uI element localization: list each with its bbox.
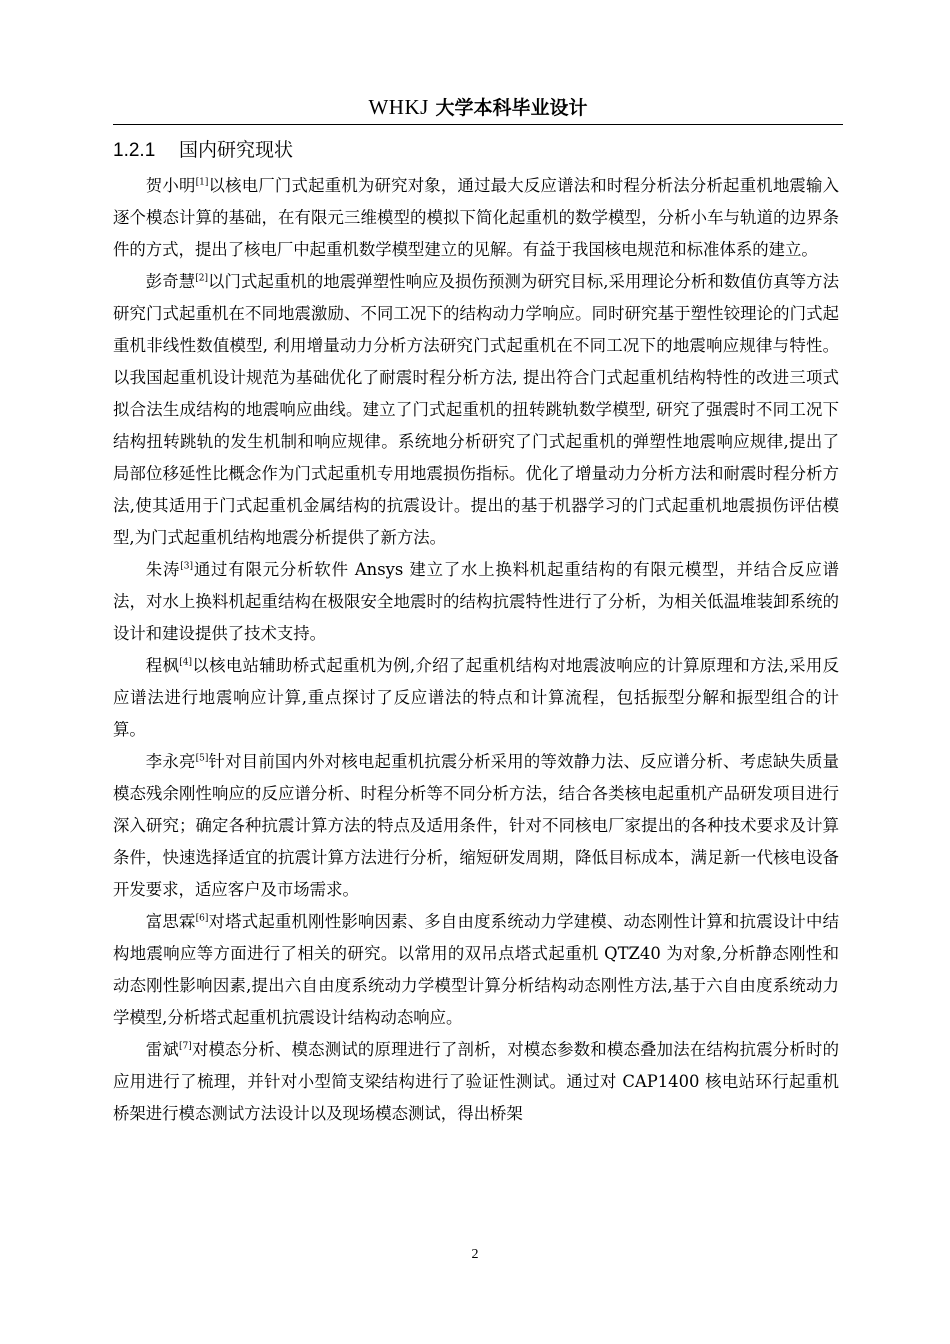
paragraph-author: 富思霖 xyxy=(145,912,196,931)
paragraph-text: 以核电站辅助桥式起重机为例,介绍了起重机结构对地震波响应的计算原理和方法,采用反应谱法进行地震响应计算,重点探讨了反应谱法的特点和计算流程，包括振型分解和振型组合的计算。 xyxy=(113,656,839,739)
citation-ref: [2] xyxy=(195,273,208,284)
section-heading xyxy=(113,136,293,164)
paragraph xyxy=(113,1034,839,1130)
citation-ref: [7] xyxy=(179,1041,192,1052)
citation-ref: [5] xyxy=(195,753,209,764)
section-title: 国内研究现状 xyxy=(179,139,294,161)
paragraph xyxy=(113,906,839,1034)
citation-ref: [3] xyxy=(180,561,193,572)
paragraph xyxy=(113,746,839,906)
section-number: 1.2.1 xyxy=(113,140,156,161)
page-header xyxy=(113,93,843,121)
body-text xyxy=(113,170,839,1130)
paragraph-author: 程枫 xyxy=(145,656,180,675)
paragraph-text: 以门式起重机的地震弹塑性响应及损伤预测为研究目标,采用理论分析和数值仿真等方法研究门式起重机在不同地震激励、不同工况下的结构动力学响应。同时研究基于塑性铰理论的门式起重机非线性数值模型, 利用增量动力分析方法研究门式起重机在不同工况下的地震响应规律与特性。以我国起重机设计规范为基础优化了耐震时程分析方法, 提出符合门式起重机结构特性的改进三项式拟合法生成结构的地震响应曲线。建立了门式起重机的扭转跳轨数学模型, 研究了强震时不同工况下结构扭转跳轨的发生机制和响应规律。系统地分析研究了门式起重机的弹塑性地震响应规律,提出了局部位移延性比概念作为门式起重机专用地震损伤指标。优化了增量动力分析方法和耐震时程分析方法,使其适用于门式起重机金属结构的抗震设计。提出的基于机器学习的门式起重机地震损伤评估模型,为门式起重机结构地震分析提供了新方法。 xyxy=(113,272,839,547)
paragraph-text: 针对目前国内外对核电起重机抗震分析采用的等效静力法、反应谱分析、考虑缺失质量模态残余刚性响应的反应谱分析、时程分析等不同分析方法，结合各类核电起重机产品研发项目进行深入研究；确定各种抗震计算方法的特点及适用条件，针对不同核电厂家提出的各种技术要求及计算条件，快速选择适宜的抗震计算方法进行分析，缩短研发周期，降低目标成本，满足新一代核电设备开发要求，适应客户及市场需求。 xyxy=(113,752,840,899)
paragraph-text: 通过有限元分析软件 Ansys 建立了水上换料机起重结构的有限元模型，并结合反应谱法，对水上换料机起重结构在极限安全地震时的结构抗震特性进行了分析，为相关低温堆装卸系统的设计和建设提供了技术支持。 xyxy=(113,560,840,643)
paragraph-author: 李永亮 xyxy=(145,752,196,771)
paragraph xyxy=(113,266,839,554)
header-rule xyxy=(113,124,843,125)
paragraph xyxy=(113,650,839,746)
paragraph-text: 对模态分析、模态测试的原理进行了剖析，对模态参数和模态叠加法在结构抗震分析时的应用进行了梳理，并针对小型简支梁结构进行了验证性测试。通过对 CAP1400 核电站环行起重机桥架进行模态测试方法设计以及现场模态测试，得出桥架 xyxy=(113,1040,840,1123)
citation-ref: [4] xyxy=(179,657,193,668)
paragraph xyxy=(113,170,839,266)
citation-ref: [1] xyxy=(195,177,209,188)
paragraph-author: 雷斌 xyxy=(145,1040,179,1059)
paragraph-author: 朱涛 xyxy=(145,560,181,579)
paragraph-text: 对塔式起重机刚性影响因素、多自由度系统动力学建模、动态刚性计算和抗震设计中结构地震响应等方面进行了相关的研究。以常用的双吊点塔式起重机 QTZ40 为对象,分析静态刚性和动态刚性影响因素,提出六自由度系统动力学模型计算分析结构动态刚性方法,基于六自由度系统动力学模型,分析塔式起重机抗震设计结构动态响应。 xyxy=(113,912,840,1027)
paragraph xyxy=(113,554,839,650)
header-latin: WHKJ xyxy=(368,95,429,119)
page-number: 2 xyxy=(471,1247,479,1262)
paragraph-text: 以核电厂门式起重机为研究对象，通过最大反应谱法和时程分析法分析起重机地震输入逐个模态计算的基础，在有限元三维模型的模拟下简化起重机的数学模型，分析小车与轨道的边界条件的方式，提出了核电厂中起重机数学模型建立的见解。有益于我国核电规范和标准体系的建立。 xyxy=(113,176,840,259)
header-title: 大学本科毕业设计 xyxy=(435,97,588,119)
paragraph-author: 彭奇慧 xyxy=(145,272,196,291)
citation-ref: [6] xyxy=(195,913,209,924)
paragraph-author: 贺小明 xyxy=(145,176,196,195)
